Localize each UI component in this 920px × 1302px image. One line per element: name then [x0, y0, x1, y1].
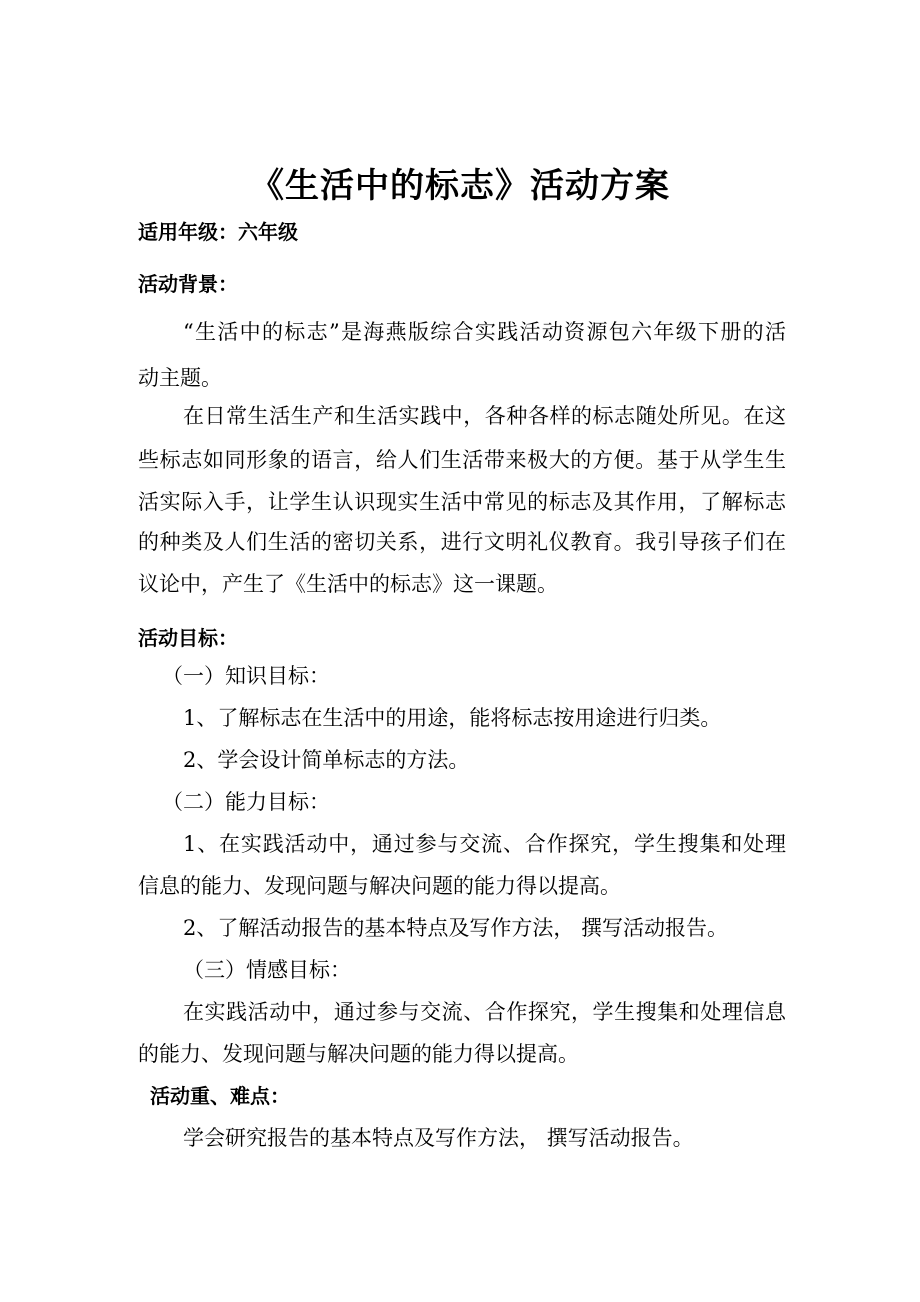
ability-heading: （二）能力目标： [162, 790, 330, 814]
ability-item-2: 2、了解活动报告的基本特点及写作方法， 撰写活动报告。 [183, 916, 729, 940]
background-heading: 活动背景： [138, 272, 238, 296]
background-p2-line-5: 议论中，产生了《生活中的标志》这一课题。 [138, 572, 558, 596]
ability-item-1-line-1: 1、在实践活动中，通过参与交流、合作探究，学生搜集和处理 [183, 832, 786, 856]
knowledge-item-2: 2、学会设计简单标志的方法。 [183, 748, 470, 772]
ability-item-1-line-2: 信息的能力、发现问题与解决问题的能力得以提高。 [138, 874, 621, 898]
emotion-text-line-1: 在实践活动中，通过参与交流、合作探究，学生搜集和处理信息 [183, 1000, 786, 1024]
emotion-heading: （三）情感目标： [183, 958, 351, 982]
document-title: 《生活中的标志》活动方案 [250, 166, 670, 206]
key-heading: 活动重、难点： [150, 1084, 290, 1108]
emotion-text-line-2: 的能力、发现问题与解决问题的能力得以提高。 [138, 1042, 579, 1066]
knowledge-heading: （一）知识目标： [162, 664, 330, 688]
background-p1-line-2: 动主题。 [138, 366, 222, 390]
background-p2-line-3: 活实际入手，让学生认识现实生活中常见的标志及其作用，了解标志 [138, 490, 786, 514]
background-p2-line-1: 在日常生活生产和生活实践中，各种各样的标志随处所见。在这 [183, 404, 786, 428]
background-p2-line-4: 的种类及人们生活的密切关系，进行文明礼仪教育。我引导孩子们在 [138, 530, 786, 554]
key-text: 学会研究报告的基本特点及写作方法， 撰写活动报告。 [183, 1126, 694, 1150]
knowledge-item-1: 1、了解标志在生活中的用途，能将标志按用途进行归类。 [183, 706, 722, 730]
goals-heading: 活动目标： [138, 626, 238, 650]
background-p1-line-1: “生活中的标志”是海燕版综合实践活动资源包六年级下册的活 [183, 320, 786, 344]
grade-line: 适用年级：六年级 [138, 220, 298, 244]
background-p2-line-2: 些标志如同形象的语言，给人们生活带来极大的方便。基于从学生生 [138, 448, 786, 472]
